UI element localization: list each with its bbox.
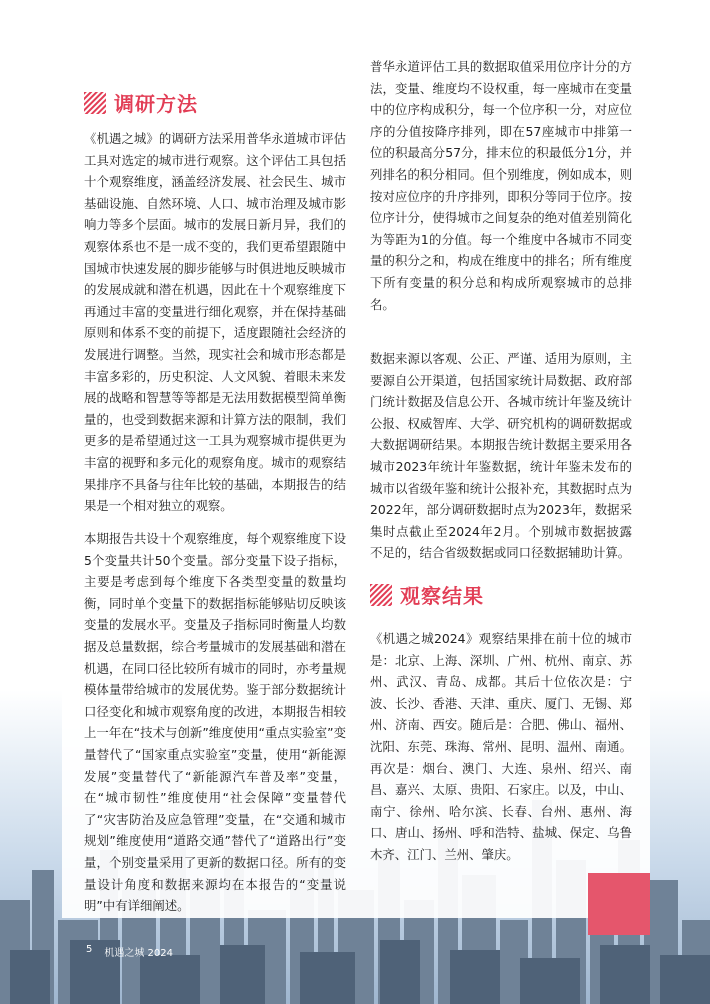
decorative-pink-block bbox=[588, 873, 650, 935]
page-number: 5 bbox=[86, 944, 93, 955]
method-paragraph-1: 《机遇之城》的调研方法采用普华永道城市评估工具对选定的城市进行观察。这个评估工具包括十个观察维度，涵盖经济发展、社会民生、城市基础设施、自然环境、人口、城市治理及城市影响力等多个层面。城市的发展日新月异，我们的观察体系也不是一成不变的，我们更希望跟随中国城市快速发展的脚步能够与时俱进地反映城市的发展成就和潜在机遇，因此在十个观察维度下再通过丰富的变量进行细化观察，并在保持基础原则和体系不变的前提下，适度跟随社会经济的发展进行调整。当然，现实社会和城市形态都是丰富多彩的，历史积淀、人文风貌、着眼未来发展的战略和智慧等等都是无法用数据模型简单衡量的，也受到数据来源和计算方法的限制，我们更多的是希望通过这一工具为观察城市提供更为丰富的视野和多元化的观察角度。城市的观察结果排序不具备与往年比较的基础，本期报告的结果是一个相对独立的观察。 bbox=[84, 131, 346, 514]
method-paragraph-4: 数据来源以客观、公正、严谨、适用为原则，主要源自公开渠道，包括国家统计局数据、政府部门统计数据及信息公开、各城市统计年鉴及统计公报、权威智库、大学、研究机构的调研数据或大数据调研结果。本期报告统计数据主要采用各城市2023年统计年鉴数据，统计年鉴未发布的城市以省级年鉴和统计公报补充，其数据时点为2022年，部分调研数据时点为2023年，数据采集时点截止至2024年2月。个别城市数据披露不足的，结合省级数据或同口径数据辅助计算。 bbox=[370, 351, 632, 561]
results-paragraph-1: 《机遇之城2024》观察结果排在前十位的城市是：北京、上海、深圳、广州、杭州、南京、苏州、武汉、青岛、成都。其后十位依次是：宁波、长沙、香港、天津、重庆、厦门、无锡、郑州、济南、西安。随后是：合肥、佛山、福州、沈阳、东莞、珠海、常州、昆明、温州、南通。再次是：烟台、澳门、大连、泉州、绍兴、南昌、嘉兴、太原、贵阳、石家庄。以及，中山、南宁、徐州、哈尔滨、长春、台州、惠州、海口、唐山、扬州、呼和浩特、盐城、保定、乌鲁木齐、江门、兰州、肇庆。 bbox=[370, 631, 632, 862]
section-heading-results bbox=[370, 580, 484, 609]
section-title-method: 调研方法 bbox=[114, 92, 198, 116]
section-heading-method bbox=[84, 88, 198, 117]
report-title: 机遇之城 2024 bbox=[104, 948, 174, 959]
striped-square-icon bbox=[84, 92, 106, 114]
method-paragraph-3: 普华永道评估工具的数据取值采用位序计分的方法，变量、维度均不设权重，每一座城市在变量中的位序构成积分，每一个位序积一分，对应位序的分值按降序排列，即在57座城市中排第一位的积最高分57分，排末位的积最低分1分，并列排名的积分相同。但个别维度，例如成本，则按对应位序的升序排列，即积分等同于位序。按位序计分，使得城市之间复杂的绝对值差别简化为等距为1的分值。每一个维度中各城市不同变量的积分之和，构成在维度中的排名；所有维度下所有变量的积分总和构成所观察城市的总排名。 bbox=[370, 59, 632, 312]
method-paragraph-2: 本期报告共设十个观察维度，每个观察维度下设5个变量共计50个变量。部分变量下设子指标，主要是考虑到每个维度下各类型变量的数量均衡，同时单个变量下的数据指标能够贴切反映该变量的发展水平。变量及子指标同时衡量人均数据及总量数据，综合考量城市的发展基础和潜在机遇，在同口径比较所有城市的同时，亦考量规模体量带给城市的发展优势。鉴于部分数据统计口径变化和城市观察角度的改进，本期报告相较上一年在“技术与创新”维度使用“重点实验室”变量替代了“国家重点实验室”变量，使用“新能源发展”变量替代了“新能源汽车普及率”变量，在“城市韧性”维度使用“社会保障”变量替代了“灾害防治及应急管理”变量，在“交通和城市规划”维度使用“道路交通”替代了“道路出行”变量，个别变量采用了更新的数据口径。所有的变量设计角度和数据来源均在本报告的“变量说明”中有详细阐述。 bbox=[84, 531, 346, 914]
page-footer bbox=[86, 944, 173, 959]
striped-square-icon bbox=[370, 584, 392, 606]
section-title-results: 观察结果 bbox=[400, 584, 484, 608]
